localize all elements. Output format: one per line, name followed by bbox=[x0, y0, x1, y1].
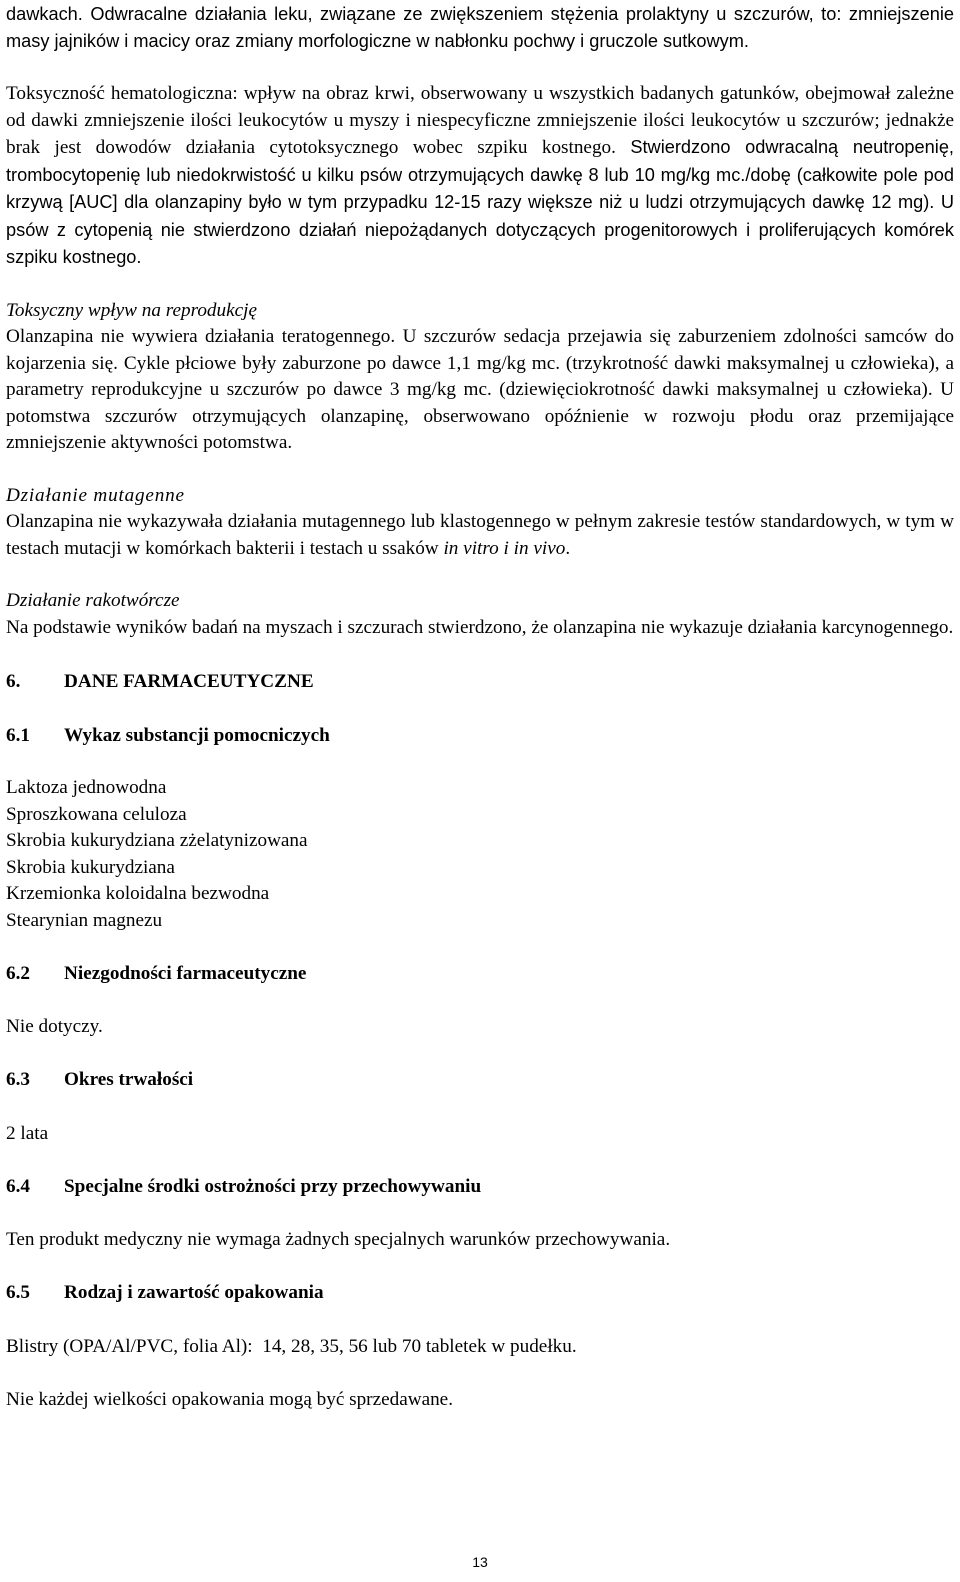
list-item: Sproszkowana celuloza bbox=[6, 803, 187, 825]
list-item: Stearynian magnezu bbox=[6, 909, 163, 931]
hematology-paragraph bbox=[6, 81, 954, 272]
reproductive-title: Toksyczny wpływ na reprodukcję bbox=[6, 299, 257, 321]
section-6-4-body: Ten produkt medyczny nie wymaga żadnych specjalnych warunków przechowywania. bbox=[6, 1228, 671, 1250]
mutagenic-title: Działanie mutagenne bbox=[6, 484, 185, 506]
section-6-3-number: 6.3 bbox=[6, 1069, 30, 1090]
section-6-4-title: Specjalne środki ostrożności przy przechowywaniu bbox=[64, 1176, 482, 1197]
mutagenic-body-text: Olanzapina nie wykazywała działania mutagennego lub klastogennego w pełnym zakresie testów standardowych, w tym w testach mutacji w komórkach bakterii i testach u ssaków bbox=[6, 511, 954, 559]
section-6-title: DANE FARMACEUTYCZNE bbox=[64, 671, 314, 692]
section-6-number: 6. bbox=[6, 671, 21, 692]
mutagenic-body-end: . bbox=[565, 537, 571, 559]
section-6-5-number: 6.5 bbox=[6, 1282, 30, 1303]
page-number: 13 bbox=[472, 1554, 488, 1570]
list-item: Skrobia kukurydziana zżelatynizowana bbox=[6, 830, 308, 851]
section-6-4-number: 6.4 bbox=[6, 1176, 30, 1197]
mutagenic-body-italic: in vitro i in vivo bbox=[443, 537, 566, 559]
carcinogenic-body: Na podstawie wyników badań na myszach i szczurach stwierdzono, że olanzapina nie wykazuje działania karcynogennego. bbox=[6, 616, 954, 638]
section-6-3-heading bbox=[6, 1067, 954, 1094]
intro-paragraph: dawkach. Odwracalne działania leku, związane ze zwiększeniem stężenia prolaktyny u szczurów, to: zmniejszenie masy jajników i macicy oraz zmiany morfologiczne w nabłonku pochwy i gruczole sutkowym. bbox=[6, 4, 954, 51]
list-item: Laktoza jednowodna bbox=[6, 777, 167, 798]
section-6-heading bbox=[6, 669, 954, 696]
section-6-1-heading bbox=[6, 723, 954, 750]
mutagenic-body bbox=[6, 509, 954, 562]
carcinogenic-title: Działanie rakotwórcze bbox=[6, 590, 180, 611]
list-item: Skrobia kukurydziana bbox=[6, 856, 175, 878]
section-6-3-title: Okres trwałości bbox=[64, 1069, 194, 1090]
reproductive-body: Olanzapina nie wywiera działania teratogennego. U szczurów sedacja przejawia się zaburzeniem zdolności samców do kojarzenia się. Cykle płciowe były zaburzone po dawce 1,1 mg/kg mc. (trzykrotność dawki maksymalnej u człowieka), a parametry reprodukcyjne u szczurów po dawce 3 mg/kg mc. (dziewięciokrotność dawki maksymalnej u człowieka). U potomstwa szczurów otrzymujących olanzapinę, obserwowano opóźnienie w rozwoju płodu oraz przemijające zmniejszenie aktywności potomstwa. bbox=[6, 326, 954, 453]
hematology-part-1: Toksyczność hematologiczna: wpływ na obraz krwi, obserwowany u wszystkich badanych gatunków, obejmował zależne od dawki zmniejszenie ilości leukocytów u myszy i niespecyficzne zmniejszenie ilości leukocytów u szczurów; jednakże brak jest dowodów działania cytotoksycznego wobec szpiku kostnego. bbox=[6, 83, 954, 158]
section-6-5-body: Blistry (OPA/Al/PVC, folia Al): 14, 28, 35, 56 lub 70 tabletek w pudełku. bbox=[6, 1335, 577, 1357]
section-6-1-title: Wykaz substancji pomocniczych bbox=[64, 724, 330, 746]
section-6-2-heading bbox=[6, 961, 954, 988]
section-6-4-heading bbox=[6, 1174, 954, 1201]
list-item: Krzemionka koloidalna bezwodna bbox=[6, 883, 270, 904]
document-page bbox=[6, 0, 954, 1414]
section-6-5-heading bbox=[6, 1280, 954, 1307]
section-6-2-body: Nie dotyczy. bbox=[6, 1015, 103, 1037]
section-6-3-body: 2 lata bbox=[6, 1122, 49, 1144]
hematology-part-2: Stwierdzono odwracalną neutropenię, trombocytopenię lub niedokrwistość u kilku psów otrzymujących dawkę 8 lub 10 mg/kg mc./dobę (całkowite pole pod krzywą [AUC] dla olanzapiny było w tym przypadku 12-15 razy większe niż u ludzi otrzymujących dawkę 12 mg). U psów z cytopenią nie stwierdzono działań niepożądanych dotyczących progenitorowych i proliferujących komórek szpiku kostnego. bbox=[6, 137, 954, 267]
section-6-5-note: Nie każdej wielkości opakowania mogą być sprzedawane. bbox=[6, 1389, 453, 1410]
section-6-5-title: Rodzaj i zawartość opakowania bbox=[64, 1282, 324, 1303]
section-6-2-title: Niezgodności farmaceutyczne bbox=[64, 963, 307, 984]
excipients-list bbox=[6, 775, 954, 934]
section-6-1-number: 6.1 bbox=[6, 724, 30, 746]
section-6-2-number: 6.2 bbox=[6, 963, 30, 984]
